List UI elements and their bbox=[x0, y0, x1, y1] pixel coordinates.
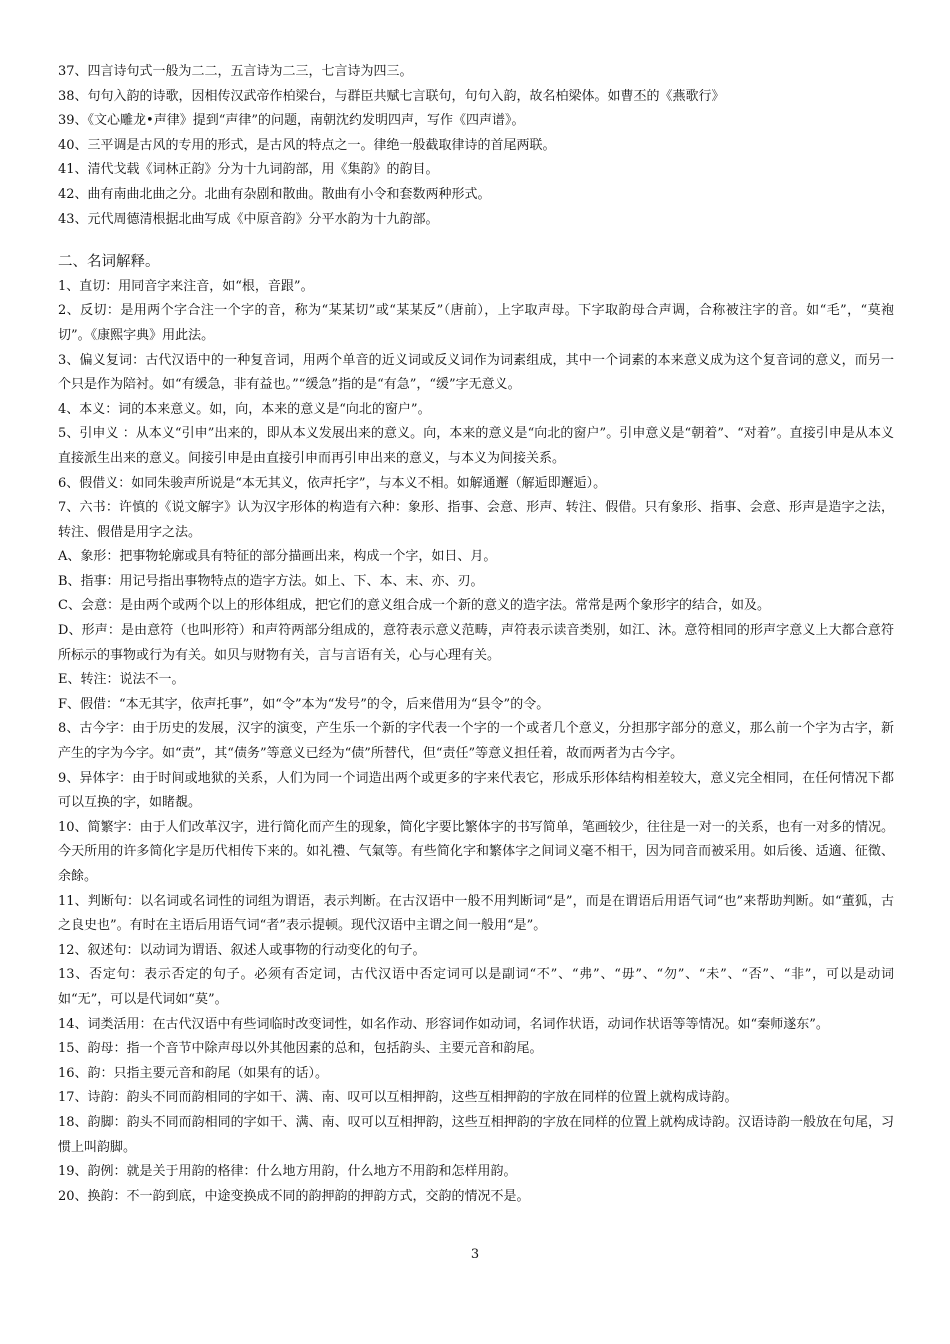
list-item: 1、直切：用同音字来注音，如“根，音跟”。 bbox=[58, 278, 314, 294]
list-item: 17、诗韵：韵头不同而韵相同的字如干、满、南、叹可以互相押韵，这些互相押韵的字放在同样的位置上就构成诗韵。 bbox=[58, 1090, 738, 1106]
list-item: 5、引申义 ：从本义“引申”出来的，即从本义发展出来的意义。向，本来的意义是“向北的窗户”。引申意义是“朝着”、“对着”。直接引申是从本义直接派生出来的意义。间接引申是由直接引申而再引申出来的意义，与本义为间接关系。 bbox=[58, 426, 894, 466]
term-definition-list bbox=[58, 275, 894, 1210]
list-item: A、象形：把事物轮廓或具有特征的部分描画出来，构成一个字，如日、月。 bbox=[58, 549, 497, 565]
list-item: 3、偏义复词：古代汉语中的一种复音词，用两个单音的近义词或反义词作为词素组成，其中一个词素的本来意义成为这个复音词的意义，而另一个只是作为陪衬。如“有缓急，非有益也。”“缓急”指的是“有急”，“缓”字无意义。 bbox=[58, 352, 894, 393]
list-item: 8、古今字：由于历史的发展，汉字的演变，产生乐一个新的字代表一个字的一个或者几个意义，分担那字部分的意义，那么前一个字为古字，新产生的字为今字。如“责”，其“债务”等意义已经为“债”所替代，但“责任”等意义担任着，故而两者为古今字。 bbox=[58, 721, 894, 762]
list-item: 19、韵例：就是关于用韵的格律：什么地方用韵，什么地方不用韵和怎样用韵。 bbox=[58, 1164, 517, 1180]
list-item: F、假借：“本无其字，依声托事”，如“令”本为“发号”的令，后来借用为“县令”的令。 bbox=[58, 696, 550, 712]
list-item: 38、句句入韵的诗歌，因相传汉武帝作柏梁台，与群臣共赋七言联句，句句入韵，故名柏梁体。如曹丕的《燕歌行》 bbox=[58, 88, 725, 104]
list-item: 12、叙述句：以动词为谓语、叙述人或事物的行动变化的句子。 bbox=[58, 942, 426, 958]
list-item: 20、换韵：不一韵到底，中途变换成不同的韵押韵的押韵方式，交韵的情况不是。 bbox=[58, 1188, 530, 1204]
list-item: 13、否定句：表示否定的句子。必须有否定词，古代汉语中否定词可以是副词“不”、“弗”、“毋”、“勿”、“未”、“否”、“非”，可以是动词如“无”，可以是代词如“莫”。 bbox=[58, 967, 894, 1007]
list-item: 40、三平调是古风的专用的形式，是古风的特点之一。律绝一般截取律诗的首尾两联。 bbox=[58, 137, 556, 153]
list-item: 43、元代周德清根据北曲写成《中原音韵》分平水韵为十九韵部。 bbox=[58, 211, 439, 227]
numbered-list-top bbox=[58, 60, 894, 232]
list-item: E、转注：说法不一。 bbox=[58, 672, 185, 688]
list-item: 39、《文心雕龙•声律》提到“声律”的问题，南朝沈约发明四声，写作《四声谱》。 bbox=[58, 113, 525, 129]
section-title: 二、名词解释。 bbox=[58, 254, 160, 271]
list-item: 14、词类活用：在古代汉语中有些词临时改变词性，如名作动、形容词作如动词，名词作状语，动词作状语等等情况。如“秦师遂东”。 bbox=[58, 1016, 829, 1032]
list-item: 37、四言诗句式一般为二二，五言诗为二三，七言诗为四三。 bbox=[58, 64, 413, 79]
list-item: 9、异体字：由于时间或地狱的关系，人们为同一个词造出两个或更多的字来代表它，形成乐形体结构相差较大，意义完全相同，在任何情况下都可以互换的字，如睹覩。 bbox=[58, 770, 894, 811]
list-item: 2、反切：是用两个字合注一个字的音，称为“某某切”或“某某反”（唐前），上字取声母。下字取韵母合声调，合称被注字的音。如“毛”，“莫袍切”。《康熙字典》用此法。 bbox=[58, 303, 894, 343]
list-item: 16、韵：只指主要元音和韵尾（如果有的话）。 bbox=[58, 1065, 329, 1081]
list-item: B、指事：用记号指出事物特点的造字方法。如上、下、本、末、亦、刃。 bbox=[58, 573, 484, 589]
list-item: 41、清代戈载《词林正韵》分为十九词韵部，用《集韵》的韵目。 bbox=[58, 162, 439, 178]
list-item: 18、韵脚：韵头不同而韵相同的字如干、满、南、叹可以互相押韵，这些互相押韵的字放在同样的位置上就构成诗韵。汉语诗韵一般放在句尾，习惯上叫韵脚。 bbox=[58, 1114, 894, 1155]
list-item: 15、韵母：指一个音节中除声母以外其他因素的总和，包括韵头、主要元音和韵尾。 bbox=[58, 1041, 543, 1057]
list-item: 4、本义：词的本来意义。如，向，本来的意义是“向北的窗户”。 bbox=[58, 401, 431, 417]
list-item: 11、判断句：以名词或名词性的词组为谓语，表示判断。在古汉语中一般不用判断词“是”，而是在谓语后用语气词“也”来帮助判断。如“董狐，古之良史也”。有时在主语后用语气词“者”表示提顿。现代汉语中主谓之间一般用“是”。 bbox=[58, 893, 894, 934]
list-item: 6、假借义：如同朱骏声所说是“本无其义，依声托字”，与本义不相。如解通邂（解逅即邂逅）。 bbox=[58, 475, 607, 491]
list-item: 10、简繁字：由于人们改革汉字，进行简化而产生的现象，简化字要比繁体字的书写简单，笔画较少，往往是一对一的关系，也有一对多的情况。今天所用的许多简化字是历代相传下来的。如礼禮、气氣等。有些简化字和繁体字之间词义毫不相干，因为同音而被采用。如后後、适適、征徵、余餘。 bbox=[58, 819, 894, 884]
list-item: C、会意：是由两个或两个以上的形体组成，把它们的意义组合成一个新的意义的造字法。常常是两个象形字的结合，如及。 bbox=[58, 598, 770, 614]
list-item: D、形声：是由意符（也叫形符）和声符两部分组成的，意符表示意义范畴，声符表示读音类别，如江、沐。意符相同的形声字意义上大都合意符所标示的事物或行为有关。如贝与财物有关，言与言语有关，心与心理有关。 bbox=[58, 623, 894, 663]
list-item: 7、六书：许慎的《说文解字》认为汉字形体的构造有六种：象形、指事、会意、形声、转注、假借。只有象形、指事、会意、形声是造字之法，转注、假借是用字之法。 bbox=[58, 500, 894, 540]
page-number: 3 bbox=[470, 1247, 480, 1262]
document-page bbox=[58, 60, 894, 1209]
list-item: 42、曲有南曲北曲之分。北曲有杂剧和散曲。散曲有小令和套数两种形式。 bbox=[58, 186, 491, 202]
